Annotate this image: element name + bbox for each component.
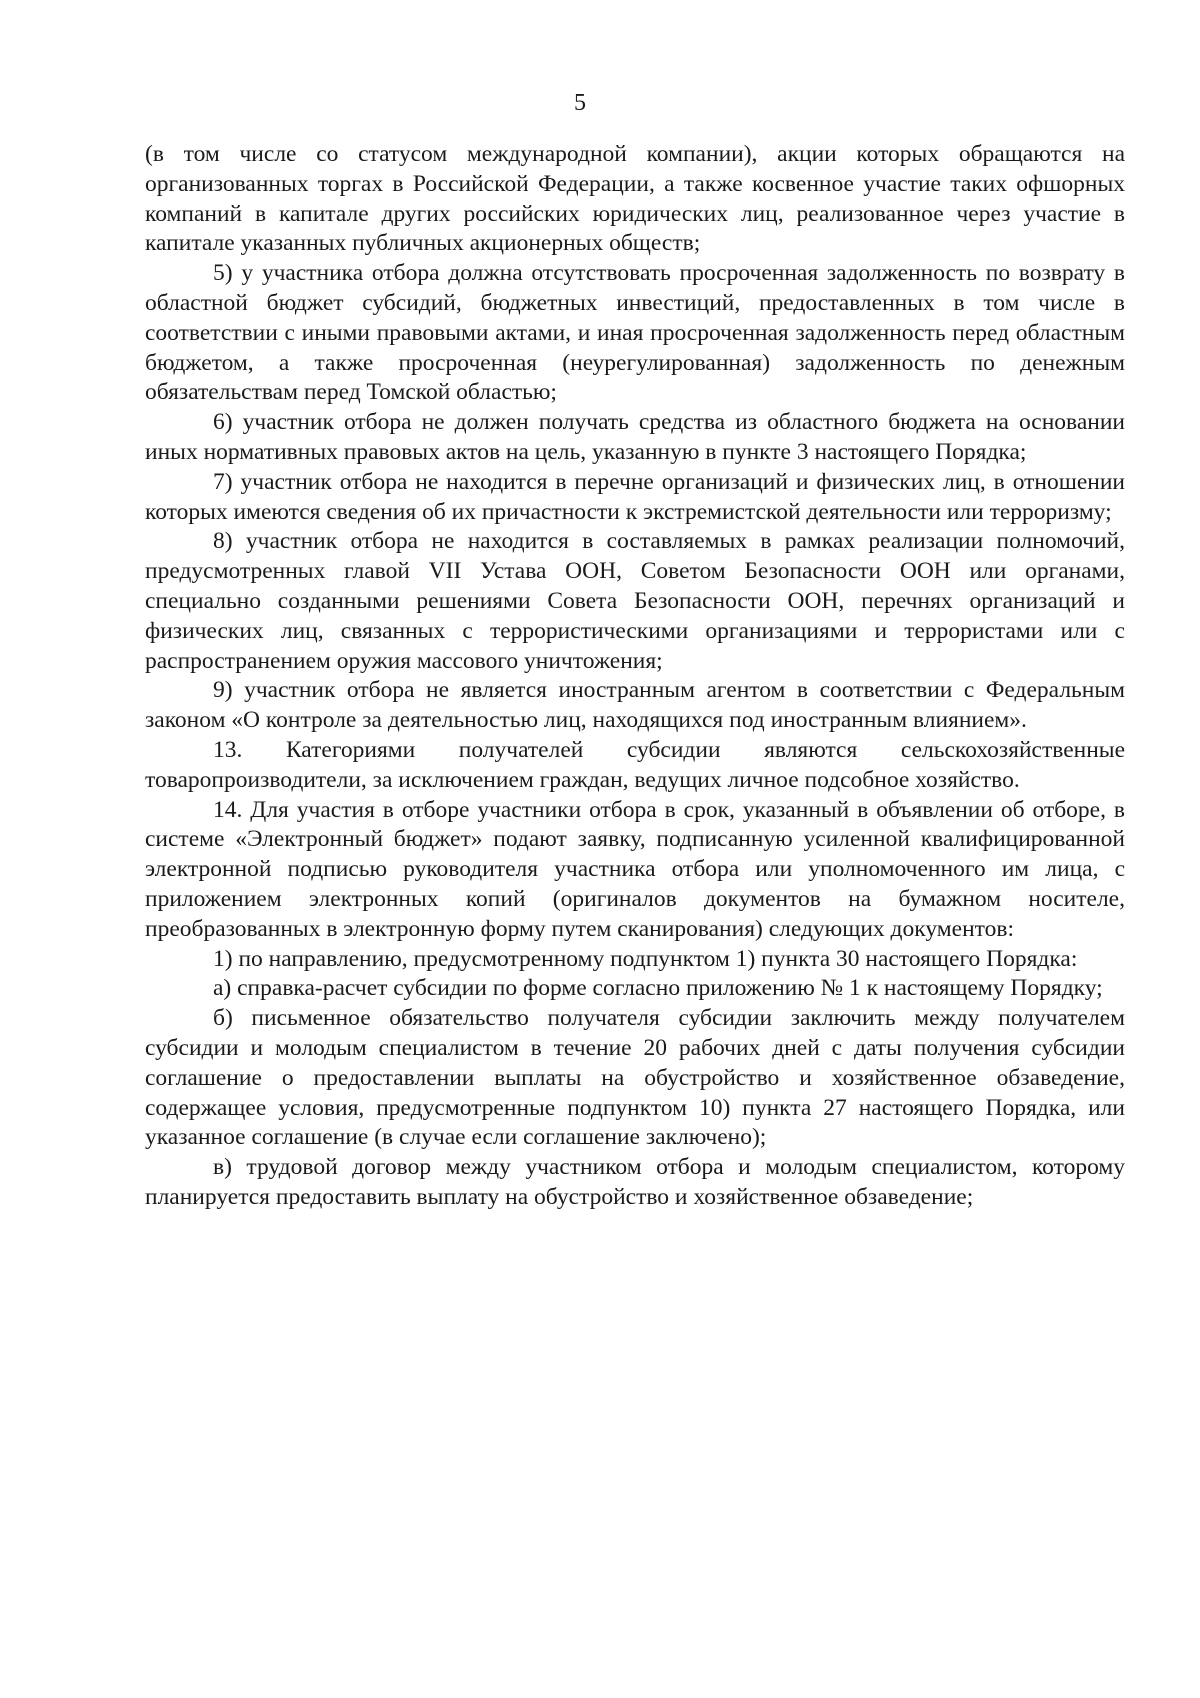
paragraph-subitem-v: в) трудовой договор между участником отбора и молодым специалистом, которому планируется предоставить выплату на обустройство и хозяйственное обзаведение; xyxy=(145,1154,1125,1210)
paragraph-clause-14: 14. Для участия в отборе участники отбора в срок, указанный в объявлении об отборе, в системе «Электронный бюджет» подают заявку, подписанную усиленной квалифицированной электронной подписью руководителя участника отбора или уполномоченного им лица, с приложением электронных копий (оригиналов документов на бумажном носителе, преобразованных в электронную форму путем сканирования) следующих документов: xyxy=(145,796,1125,942)
paragraph-subitem-b: б) письменное обязательство получателя субсидии заключить между получателем субсидии и молодым специалистом в течение 20 рабочих дней с даты получения субсидии соглашение о предоставлении выплаты на обустройство и хозяйственное обзаведение, содержащее условия, предусмотренные подпунктом 10) пункта 27 настоящего Порядка, или указанное соглашение (в случае если соглашение заключено); xyxy=(145,1005,1125,1151)
paragraph-subitem-a: а) справка-расчет субсидии по форме согласно приложению № 1 к настоящему Порядку; xyxy=(213,975,1103,1002)
paragraph-subitem-1: 1) по направлению, предусмотренному подпунктом 1) пункта 30 настоящего Порядка: xyxy=(213,945,1078,972)
document-body xyxy=(145,140,1125,1213)
paragraph-item-7: 7) участник отбора не находится в перечне организаций и физических лиц, в отношении которых имеются сведения об их причастности к экстремистской деятельности или терроризму; xyxy=(145,468,1125,525)
page-number: 5 xyxy=(574,90,586,116)
paragraph-item-6: 6) участник отбора не должен получать средства из областного бюджета на основании иных нормативных правовых актов на цель, указанную в пункте 3 настоящего Порядка; xyxy=(145,409,1125,465)
paragraph-clause-13: 13. Категориями получателей субсидии являются сельскохозяйственные товаропроизводители, за исключением граждан, ведущих личное подсобное хозяйство. xyxy=(145,736,1125,793)
paragraph-continuation: (в том числе со статусом международной компании), акции которых обращаются на организованных торгах в Российской Федерации, а также косвенное участие таких офшорных компаний в капитале других российских юридических лиц, реализованное через участие в капитале указанных публичных акционерных обществ; xyxy=(145,141,1125,257)
paragraph-item-8: 8) участник отбора не находится в составляемых в рамках реализации полномочий, предусмотренных главой VII Устава ООН, Советом Безопасности ООН или органами, специально созданными решениями Совета Безопасности ООН, перечнях организаций и физических лиц, связанных с террористическими организациями и террористами или с распространением оружия массового уничтожения; xyxy=(145,528,1125,674)
paragraph-item-5: 5) у участника отбора должна отсутствовать просроченная задолженность по возврату в областной бюджет субсидий, бюджетных инвестиций, предоставленных в том числе в соответствии с иными правовыми актами, и иная просроченная задолженность перед областным бюджетом, а также просроченная (неурегулированная) задолженность по денежным обязательствам перед Томской областью; xyxy=(145,260,1125,406)
paragraph-item-9: 9) участник отбора не является иностранным агентом в соответствии с Федеральным законом «О контроле за деятельностью лиц, находящихся под иностранным влиянием». xyxy=(145,677,1125,734)
